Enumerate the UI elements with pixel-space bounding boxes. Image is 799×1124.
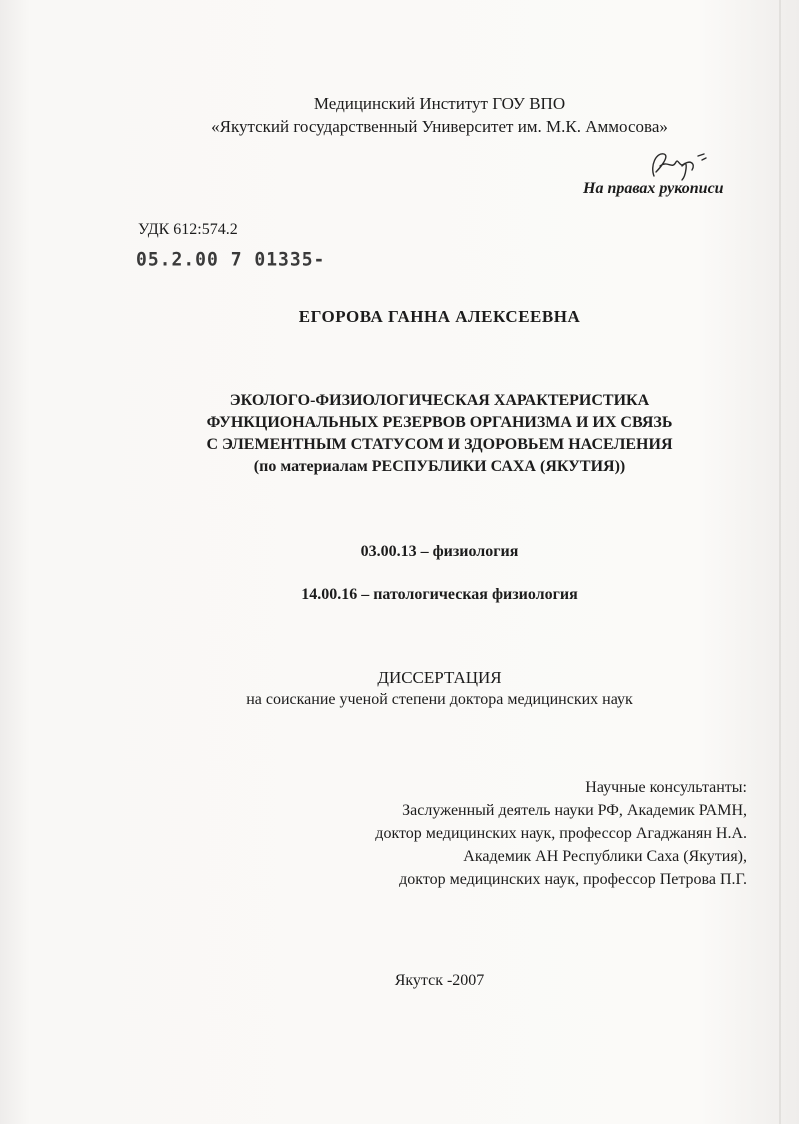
place-year: Якутск -2007 <box>394 972 485 989</box>
consultant-line-1: Заслуженный деятель науки РФ, Академик РАМН, <box>402 802 747 819</box>
registration-stamp: 05.2.00 7 01335- <box>136 248 326 271</box>
dissertation-subtitle: на соискание ученой степени доктора медицинских наук <box>246 691 633 708</box>
consultant-line-3: Академик АН Республики Саха (Якутия), <box>463 848 747 865</box>
institute-line-2: «Якутский государственный Университет им. М.К. Аммосова» <box>211 117 668 136</box>
scan-edge <box>779 0 781 1124</box>
title-line-2: ФУНКЦИОНАЛЬНЫХ РЕЗЕРВОВ ОРГАНИЗМА И ИХ СВЯЗЬ <box>206 414 673 431</box>
institute-line-1: Медицинский Институт ГОУ ВПО <box>313 94 566 113</box>
udk-code: УДК 612:574.2 <box>138 221 238 238</box>
title-line-1: ЭКОЛОГО-ФИЗИОЛОГИЧЕСКАЯ ХАРАКТЕРИСТИКА <box>229 392 650 409</box>
consultants-heading: Научные консультанты: <box>585 779 747 796</box>
title-line-4: (по материалам РЕСПУБЛИКИ САХА (ЯКУТИЯ)) <box>253 458 626 475</box>
specialty-2: 14.00.16 – патологическая физиология <box>301 586 578 603</box>
dissertation-label: ДИССЕРТАЦИЯ <box>377 668 502 687</box>
title-line-3: С ЭЛЕМЕНТНЫМ СТАТУСОМ И ЗДОРОВЬЕМ НАСЕЛЕНИЯ <box>206 436 673 453</box>
rights-notice: На правах рукописи <box>583 180 724 197</box>
consultant-line-4: доктор медицинских наук, профессор Петрова П.Г. <box>399 871 747 888</box>
signature-mark <box>646 146 716 184</box>
consultant-line-2: доктор медицинских наук, профессор Агаджанян Н.А. <box>375 825 747 842</box>
author-name: ЕГОРОВА ГАННА АЛЕКСЕЕВНА <box>298 307 581 326</box>
specialty-1: 03.00.13 – физиология <box>360 543 519 560</box>
